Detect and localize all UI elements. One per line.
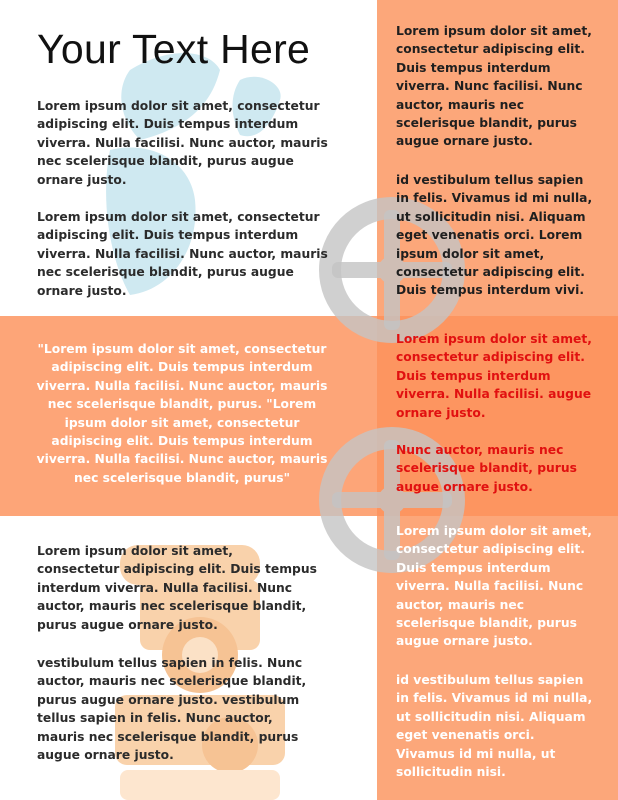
right-paragraph-highlight-2: Nunc auctor, mauris nec scelerisque blandit, purus augue ornare justo.: [396, 443, 577, 494]
left-paragraph-4: vestibulum tellus sapien in felis. Nunc auctor, mauris nec scelerisque blandit, purus augue ornare justo. vestibulum tellus sapien in felis. Nunc auctor, mauris nec scelerisque blandit, purus augue ornare justo.: [37, 656, 307, 763]
right-paragraph-highlight-1: Lorem ipsum dolor sit amet, consectetur adipiscing elit. Duis tempus interdum viverra. Nulla facilisi. augue ornare justo.: [396, 332, 592, 420]
right-paragraph-1: Lorem ipsum dolor sit amet, consectetur adipiscing elit. Duis tempus interdum viverra. Nunc facilisi. Nunc auctor, mauris nec scelerisque blandit, purus augue ornare justo.: [396, 24, 592, 149]
right-paragraph-3: Lorem ipsum dolor sit amet, consectetur adipiscing elit. Duis tempus interdum viverra. Nulla facilisi. Nunc auctor, mauris nec scelerisque blandit, purus augue ornare justo.: [396, 524, 592, 649]
right-paragraph-2: id vestibulum tellus sapien in felis. Vivamus id mi nulla, ut sollicitudin nisi. Aliquam eget venenatis orci. Lorem ipsum dolor sit amet, consectetur adipiscing elit. Duis tempus interdum vivi.: [396, 173, 593, 298]
left-paragraph-3: Lorem ipsum dolor sit amet, consectetur adipiscing elit. Duis tempus interdum viverra. Nulla facilisi. Nunc auctor, mauris nec scelerisque blandit, purus augue ornare justo.: [37, 544, 317, 632]
page-title: Your Text Here: [37, 26, 311, 72]
pull-quote: "Lorem ipsum dolor sit amet, consectetur adipiscing elit. Duis tempus interdum viverra. Nulla facilisi. Nunc auctor, mauris nec scelerisque blandit, purus. "Lorem ipsum dolor sit amet, consectetur adipiscing elit. Duis tempus interdum viverra. Nulla facilisi. Nunc auctor, mauris nec scelerisque blandit, purus": [36, 342, 328, 485]
left-paragraph-2: Lorem ipsum dolor sit amet, consectetur adipiscing elit. Duis tempus interdum viverra. Nulla facilisi. Nunc auctor, mauris nec scelerisque blandit, purus augue ornare justo.: [37, 210, 328, 298]
left-paragraph-1: Lorem ipsum dolor sit amet, consectetur adipiscing elit. Duis tempus interdum viverra. Nulla facilisi. Nunc auctor, mauris nec scelerisque blandit, purus augue ornare justo.: [37, 99, 328, 187]
right-paragraph-4: id vestibulum tellus sapien in felis. Vivamus id mi nulla, ut sollicitudin nisi. Aliquam eget venenatis orci. Vivamus id mi nulla, ut sollicitudin nisi.: [396, 673, 593, 780]
